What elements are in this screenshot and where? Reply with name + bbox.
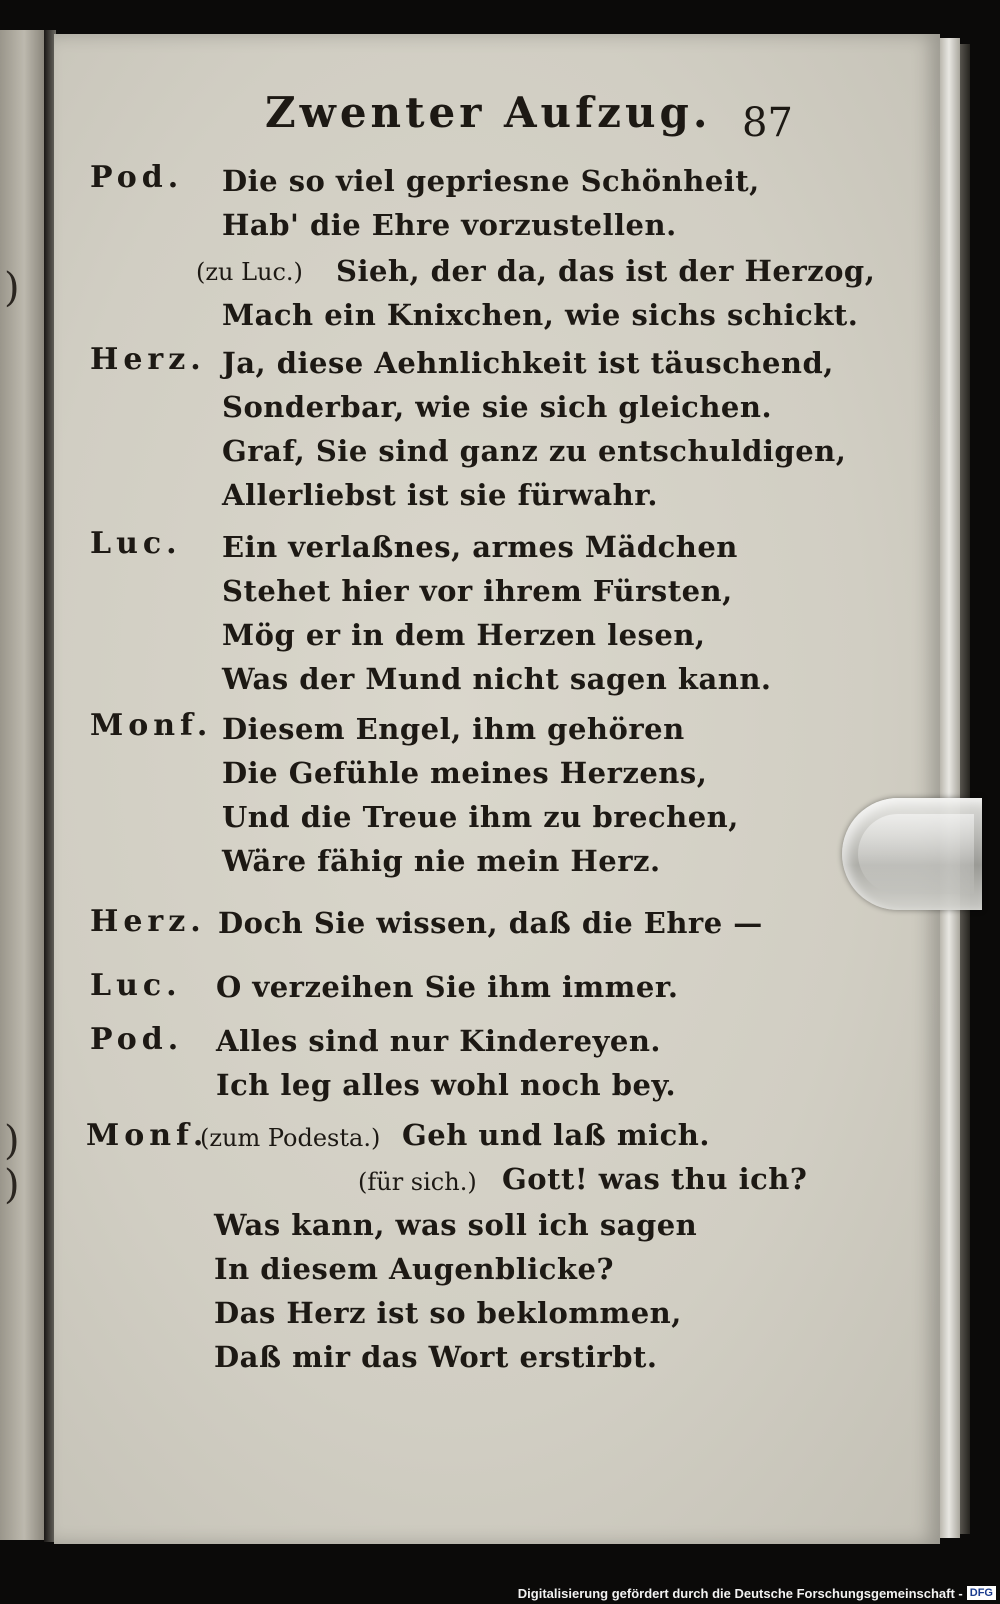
verse-line: O verzeihen Sie ihm immer. — [216, 970, 679, 1004]
verse-line: Ein verlaßnes, armes Mädchen — [222, 530, 738, 564]
verse-line: Allerliebst ist sie fürwahr. — [222, 478, 658, 512]
verse-line: Hab' die Ehre vorzustellen. — [222, 208, 677, 242]
stage-direction: (zum Podesta.) — [200, 1124, 381, 1152]
digitization-credit — [518, 1582, 996, 1604]
verse-line: In diesem Augenblicke? — [214, 1252, 614, 1286]
verse-line: Doch Sie wissen, daß die Ehre — — [218, 906, 763, 940]
verse-line: Gott! was thu ich? — [502, 1162, 808, 1196]
stage-direction: (für sich.) — [358, 1168, 477, 1196]
verse-line: Sonderbar, wie sie sich gleichen. — [222, 390, 773, 424]
verse-line: Ja, diese Aehnlichkeit ist täuschend, — [222, 346, 834, 380]
previous-page-mark: ) — [4, 265, 20, 311]
verse-line: Graf, Sie sind ganz zu entschuldigen, — [222, 434, 847, 468]
speaker-label: Herz. — [90, 342, 206, 377]
stage-direction: (zu Luc.) — [196, 258, 303, 286]
previous-page-mark: ) — [4, 1162, 20, 1208]
verse-line: Diesem Engel, ihm gehören — [222, 712, 685, 746]
verse-line: Alles sind nur Kindereyen. — [216, 1024, 661, 1058]
page-number: 87 — [742, 100, 793, 146]
verse-line: Geh und laß mich. — [402, 1118, 710, 1152]
verse-line: Was der Mund nicht sagen kann. — [222, 662, 772, 696]
previous-page-mark: ) — [4, 1118, 20, 1164]
verse-line: Sieh, der da, das ist der Herzog, — [336, 254, 876, 288]
speaker-label: Pod. — [90, 160, 184, 195]
verse-line: Das Herz ist so beklommen, — [214, 1296, 682, 1330]
speaker-label: Herz. — [90, 904, 206, 939]
running-header: Zwenter Aufzug. — [265, 88, 712, 137]
speaker-label: Luc. — [90, 526, 182, 561]
previous-page-edge — [0, 30, 47, 1540]
verse-line: Mach ein Knixchen, wie sichs schickt. — [222, 298, 859, 332]
verse-line: Stehet hier vor ihrem Fürsten, — [222, 574, 733, 608]
page-stack-edge — [940, 38, 960, 1538]
verse-line: Was kann, was soll ich sagen — [214, 1208, 698, 1242]
verse-line: Ich leg alles wohl noch bey. — [216, 1068, 677, 1102]
dfg-logo: DFG — [967, 1586, 996, 1600]
verse-line: Die so viel gepriesne Schönheit, — [222, 164, 760, 198]
verse-line: Mög er in dem Herzen lesen, — [222, 618, 706, 652]
page-clip-highlight — [858, 814, 974, 894]
verse-line: Die Gefühle meines Herzens, — [222, 756, 708, 790]
speaker-label: Monf. — [90, 708, 213, 743]
speaker-label: Monf. — [86, 1118, 209, 1153]
book-cover-edge — [960, 44, 970, 1534]
verse-line: Wäre fähig nie mein Herz. — [222, 844, 661, 878]
credit-text: Digitalisierung gefördert durch die Deutsche Forschungsgemeinschaft - — [517, 1585, 963, 1601]
speaker-label: Luc. — [90, 968, 182, 1003]
verse-line: Und die Treue ihm zu brechen, — [222, 800, 739, 834]
speaker-label: Pod. — [90, 1022, 184, 1057]
verse-line: Daß mir das Wort erstirbt. — [214, 1340, 658, 1374]
